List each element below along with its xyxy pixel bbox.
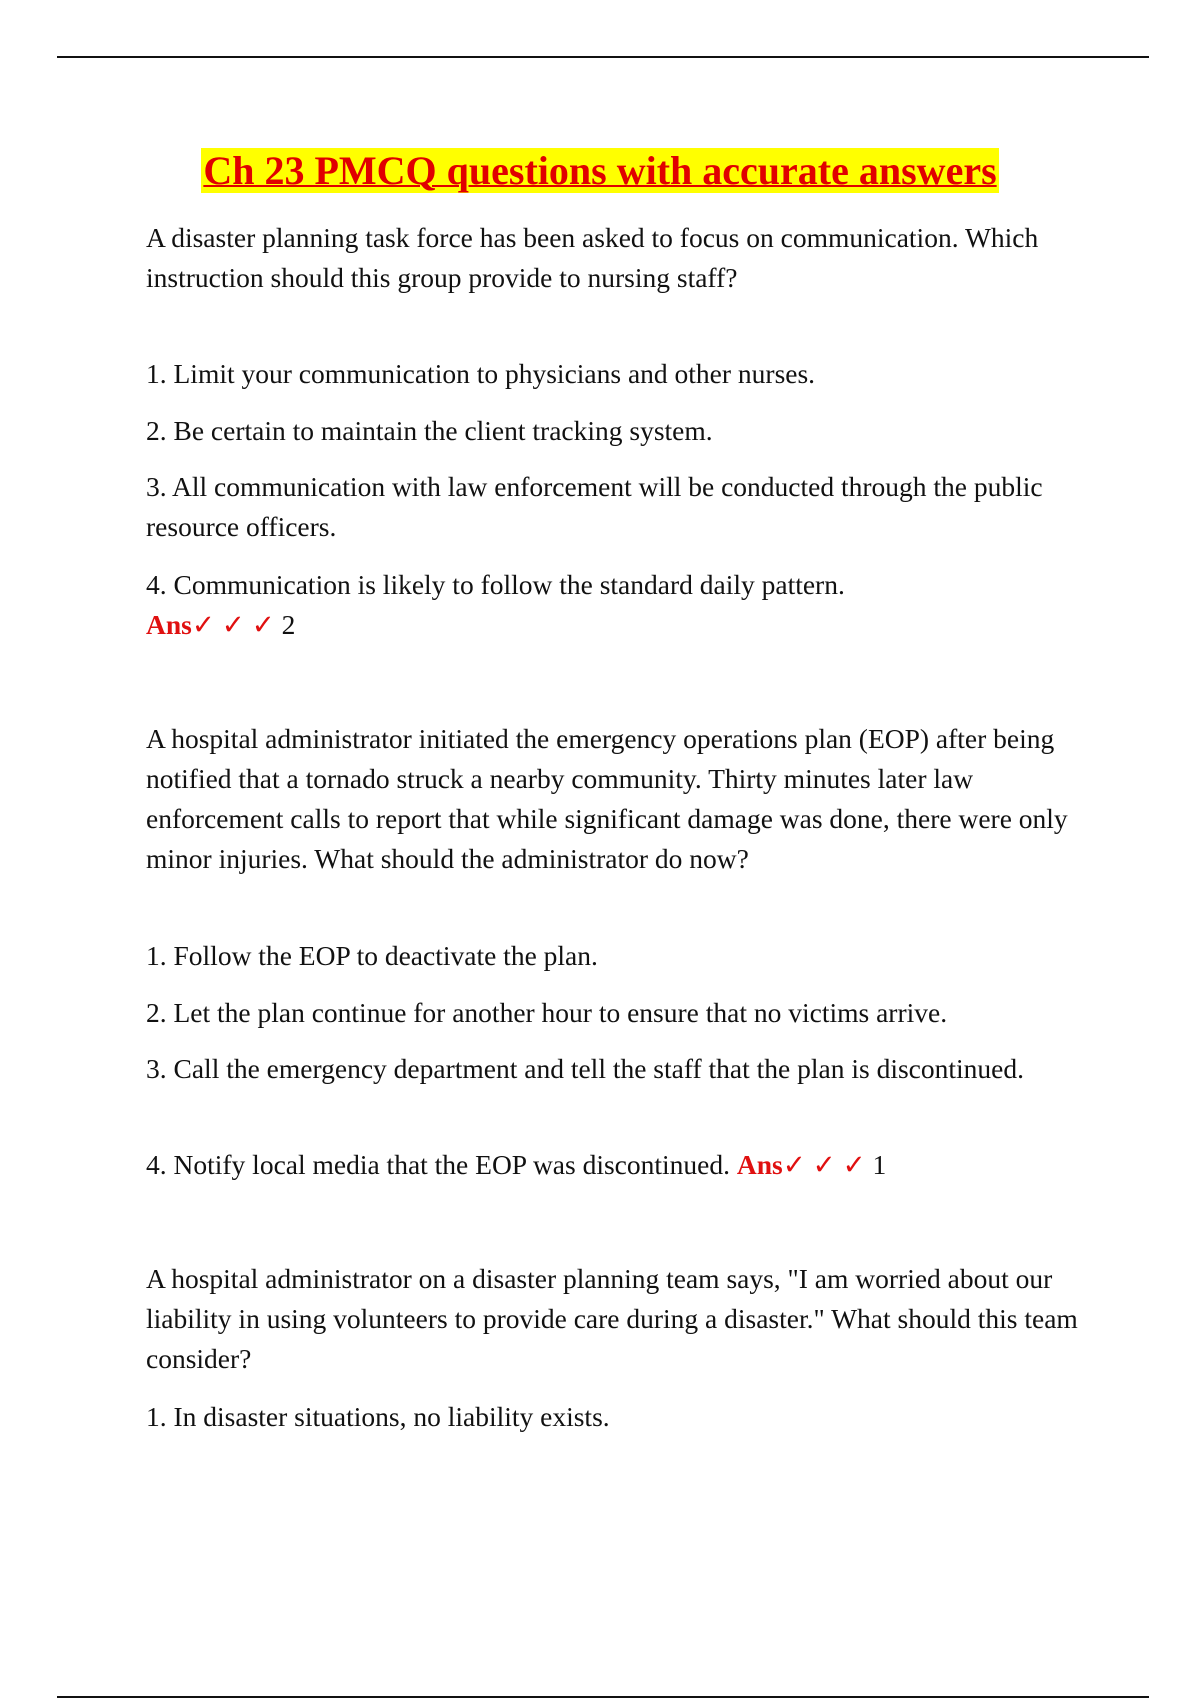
question-2-stem: A hospital administrator initiated the emergency operations plan (EOP) after being notified that a tornado struck a nearby community. Thirty minutes later law enforcement calls to report that while significant damage was done, there were only minor injuries. What should the administrator do now? bbox=[146, 723, 1068, 874]
question-1-option-4-block bbox=[146, 565, 1101, 645]
question-2-option-1: 1. Follow the EOP to deactivate the plan. bbox=[146, 940, 598, 971]
top-rule bbox=[57, 56, 1149, 58]
question-3-stem: A hospital administrator on a disaster planning team says, "I am worried about our liability in using volunteers to provide care during a disaster." What should this team consider? bbox=[146, 1263, 1078, 1374]
page-title bbox=[0, 146, 1200, 196]
question-1-stem: A disaster planning task force has been asked to focus on communication. Which instruction should this group provide to nursing staff? bbox=[146, 222, 1039, 293]
question-2-answer: 1 bbox=[872, 1149, 887, 1180]
question-1-option-1: 1. Limit your communication to physicians and other nurses. bbox=[146, 358, 816, 389]
title-text: Ch 23 PMCQ questions with accurate answers bbox=[203, 148, 997, 193]
question-1-answer: 2 bbox=[281, 609, 296, 640]
question-2-option-3: 3. Call the emergency department and tell the staff that the plan is discontinued. bbox=[146, 1053, 1024, 1084]
check-marks: ✓ ✓ ✓ bbox=[191, 609, 275, 640]
answer-label: Ans bbox=[736, 1149, 783, 1180]
question-2-option-2: 2. Let the plan continue for another hour to ensure that no victims arrive. bbox=[146, 997, 948, 1028]
question-1-option-4: 4. Communication is likely to follow the standard daily pattern. bbox=[146, 569, 845, 600]
question-3-option-1: 1. In disaster situations, no liability exists. bbox=[146, 1401, 610, 1432]
question-1-option-3: 3. All communication with law enforcement will be conducted through the public resource officers. bbox=[146, 471, 1043, 542]
bottom-rule bbox=[57, 1696, 1149, 1698]
question-1-option-2: 2. Be certain to maintain the client tracking system. bbox=[146, 415, 713, 446]
question-2-option-4: 4. Notify local media that the EOP was discontinued. bbox=[146, 1149, 730, 1180]
question-2-option-4-block bbox=[146, 1145, 1101, 1185]
answer-label: Ans bbox=[146, 609, 192, 640]
check-marks: ✓ ✓ ✓ bbox=[782, 1149, 866, 1180]
